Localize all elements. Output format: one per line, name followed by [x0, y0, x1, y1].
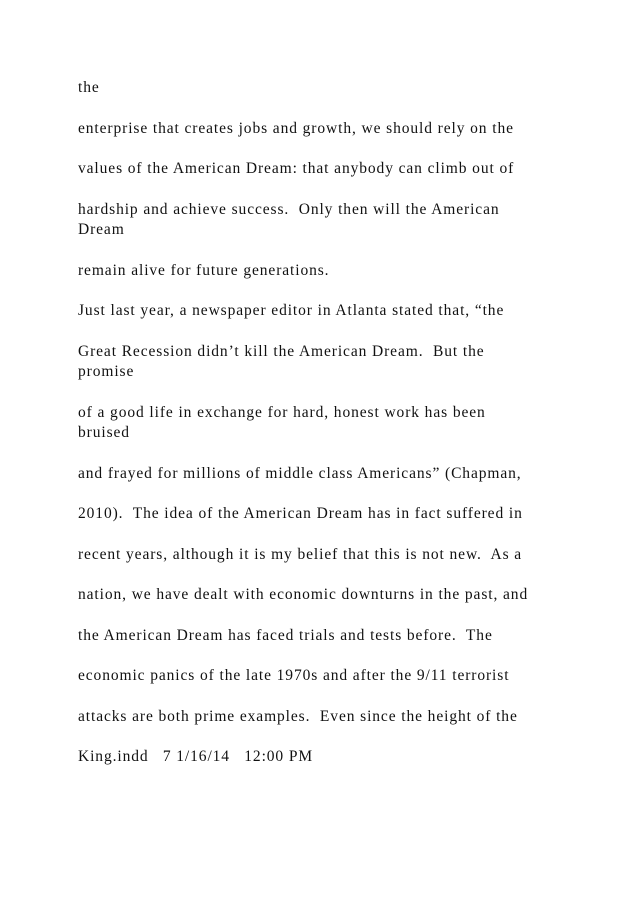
text-line: hardship and achieve success. Only then will the American: [78, 201, 500, 218]
text-line: attacks are both prime examples. Even since the height of the: [78, 708, 518, 725]
text-line: values of the American Dream: that anybody can climb out of: [78, 160, 515, 177]
text-line: the American Dream has faced trials and tests before. The: [78, 627, 493, 644]
file-footer: King.indd 7 1/16/14 12:00 PM: [78, 748, 314, 765]
text-line: nation, we have dealt with economic downturns in the past, and: [78, 586, 529, 603]
text-line: the: [78, 79, 100, 96]
text-line: Great Recession didn’t kill the American Dream. But the: [78, 343, 485, 360]
text-line: Just last year, a newspaper editor in Atlanta stated that, “the: [78, 302, 505, 319]
text-line: promise: [78, 363, 135, 380]
text-line: economic panics of the late 1970s and after the 9/11 terrorist: [78, 667, 510, 684]
text-line: of a good life in exchange for hard, honest work has been: [78, 404, 486, 421]
text-line: recent years, although it is my belief that this is not new. As a: [78, 546, 523, 563]
text-line: remain alive for future generations.: [78, 262, 330, 279]
text-line: and frayed for millions of middle class Americans” (Chapman,: [78, 465, 522, 482]
text-line: bruised: [78, 424, 130, 441]
text-line: enterprise that creates jobs and growth, we should rely on the: [78, 120, 514, 137]
text-line: 2010). The idea of the American Dream has in fact suffered in: [78, 505, 523, 522]
text-line: Dream: [78, 221, 125, 238]
